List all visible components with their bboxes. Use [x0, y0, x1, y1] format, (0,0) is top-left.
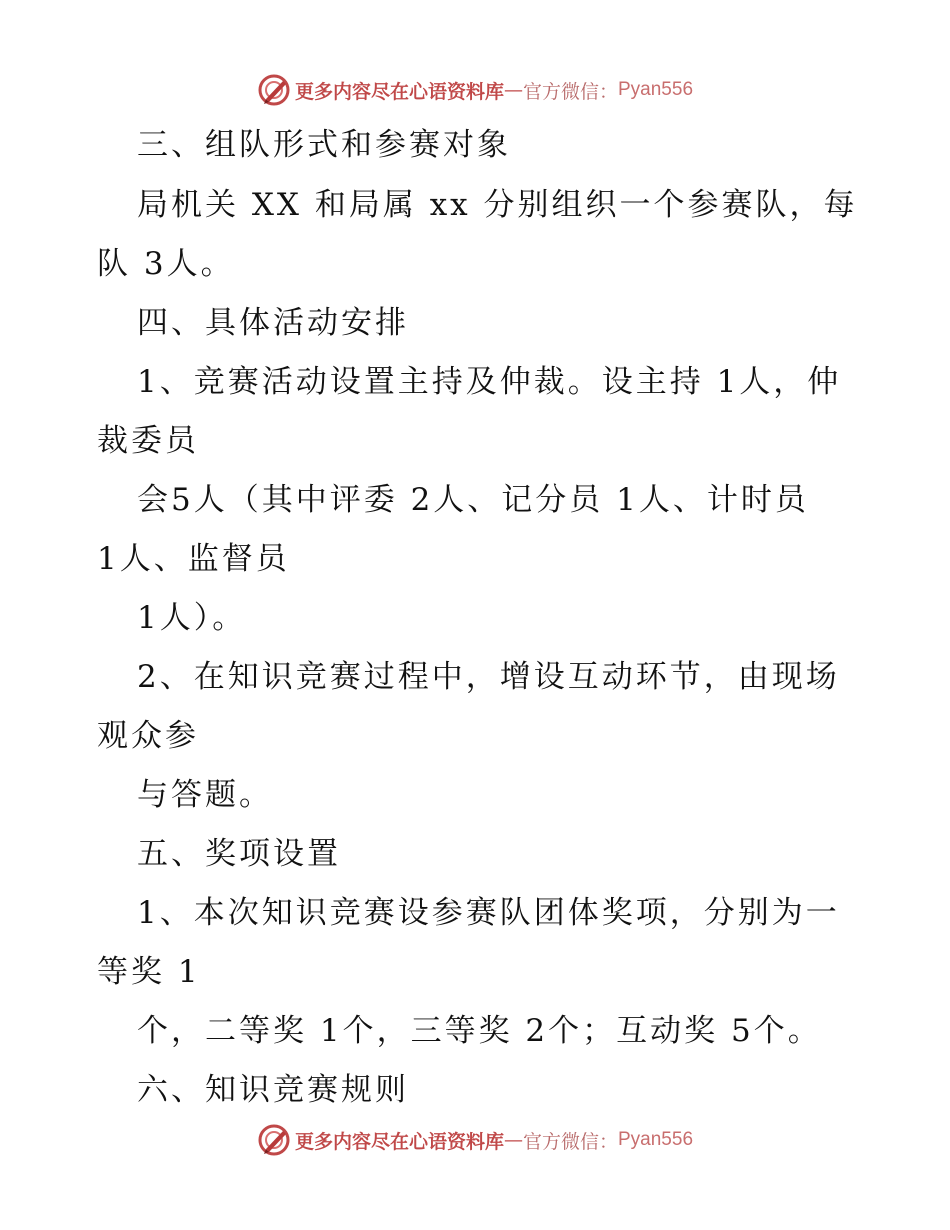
section-heading-6: 六、知识竞赛规则: [137, 1072, 409, 1108]
paragraph-line: 裁委员: [97, 423, 199, 459]
banner-dash: —: [503, 79, 523, 101]
section-heading-4: 四、具体活动安排: [137, 305, 409, 341]
paragraph-line: 1人）。: [137, 600, 247, 636]
banner-wechat-label: 官方微信：: [522, 1130, 618, 1153]
paragraph-line: 等奖 1: [97, 954, 201, 990]
paragraph-line: 1人、监督员: [97, 541, 290, 577]
banner-brand-text: 更多内容尽在心语资料库: [294, 1130, 504, 1153]
footer-banner: [0, 1120, 950, 1160]
paragraph-line: 1、竞赛活动设置主持及仲裁。设主持 1人，仲: [137, 364, 842, 400]
paragraph-line: 个，二等奖 1个，三等奖 2个；互动奖 5个。: [137, 1013, 822, 1049]
paragraph-line: 2、在知识竞赛过程中，增设互动环节，由现场: [137, 659, 840, 695]
paragraph-line: 局机关 XX 和局属 xx 分别组织一个参赛队，每: [137, 187, 858, 223]
pen-logo-icon: [257, 1123, 291, 1157]
header-banner: [0, 70, 950, 110]
section-heading-5: 五、奖项设置: [137, 836, 341, 872]
banner-wechat-id: Pyan556: [618, 79, 694, 100]
paragraph-line: 1、本次知识竞赛设参赛队团体奖项，分别为一: [137, 895, 840, 931]
section-heading-3: 三、组队形式和参赛对象: [137, 127, 511, 163]
paragraph-line: 与答题。: [137, 777, 273, 813]
paragraph-line: 队 3人。: [97, 246, 235, 282]
banner-wechat-label: 官方微信：: [522, 80, 618, 103]
banner-dash: —: [503, 1129, 523, 1151]
pen-logo-icon: [257, 73, 291, 107]
banner-brand-text: 更多内容尽在心语资料库: [294, 80, 504, 103]
banner-wechat-id: Pyan556: [618, 1129, 694, 1150]
paragraph-line: 会5人（其中评委 2人、记分员 1人、计时员: [137, 482, 809, 518]
paragraph-line: 观众参: [97, 718, 199, 754]
